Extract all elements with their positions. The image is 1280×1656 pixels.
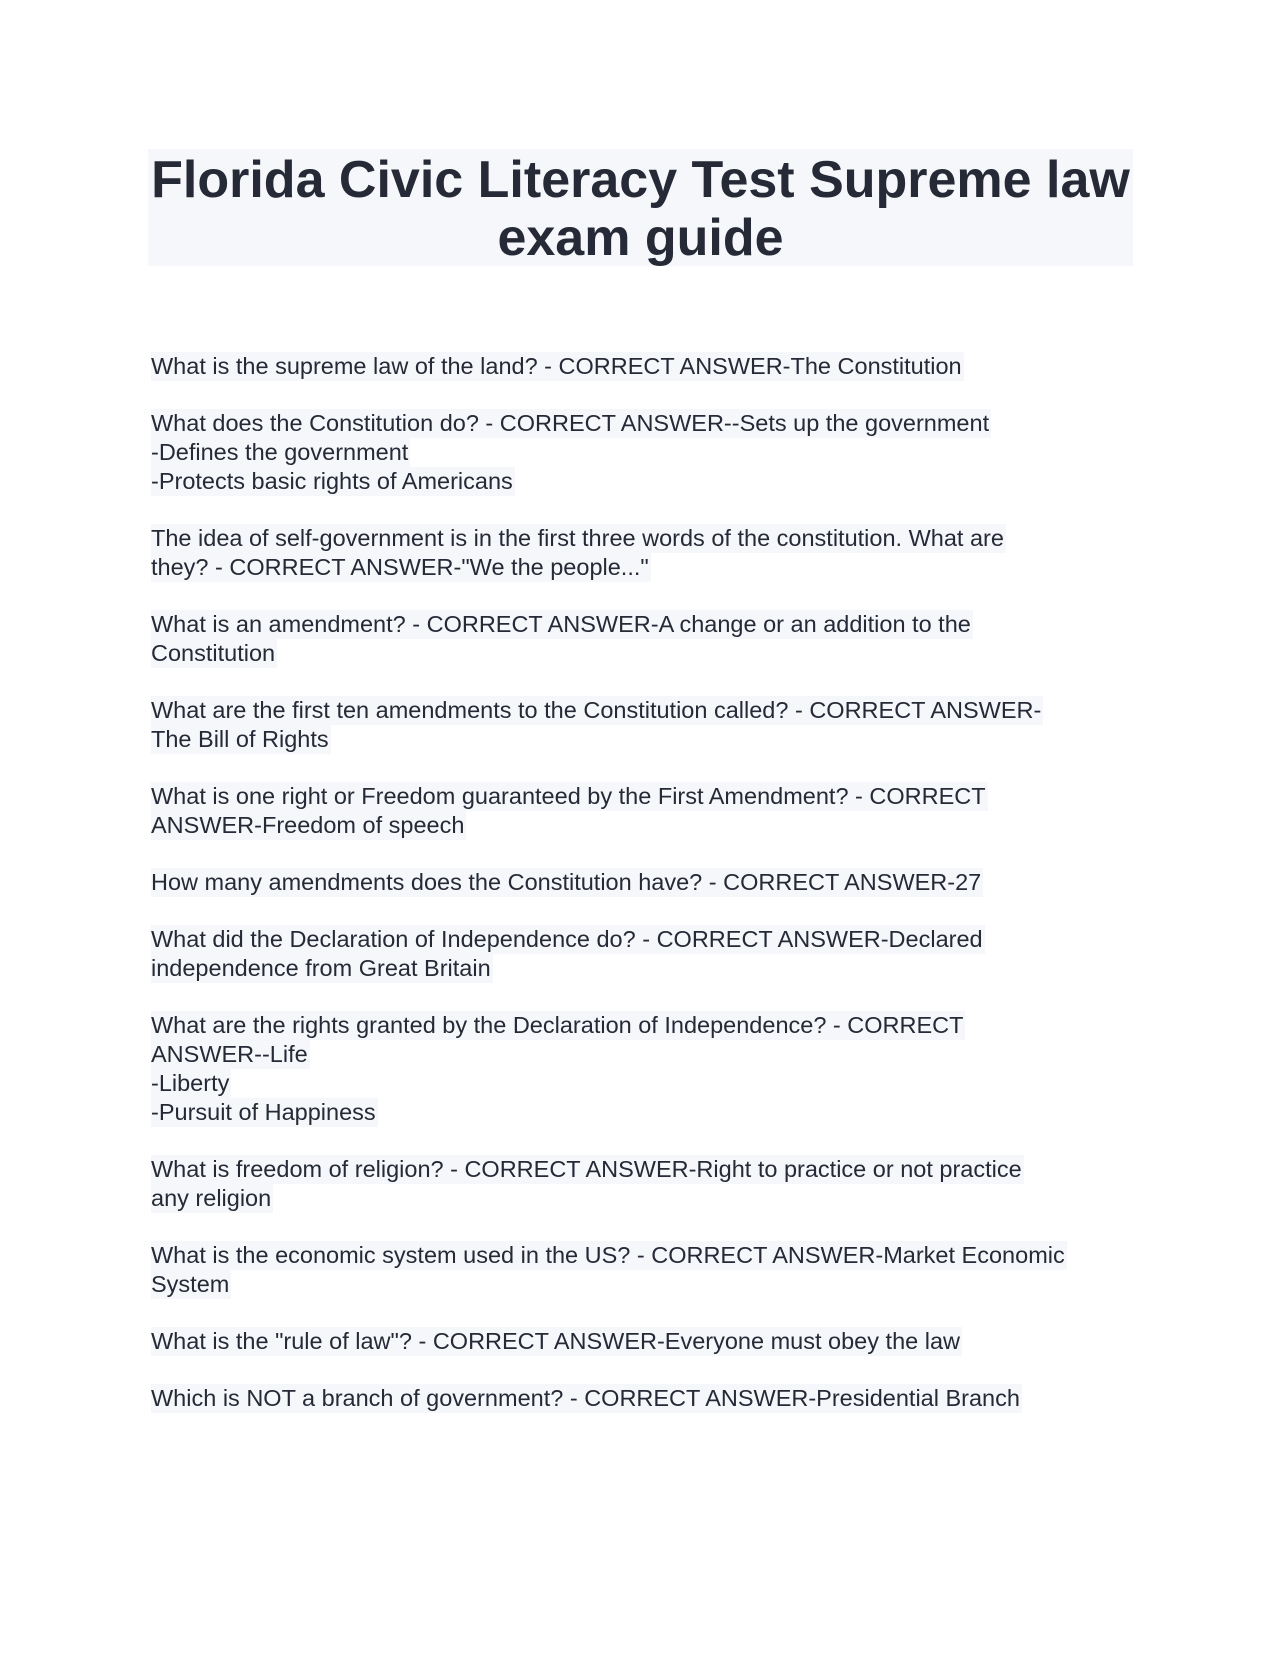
qa-item xyxy=(151,610,1141,668)
qa-question-line: What is the economic system used in the US? - CORRECT ANSWER-Market Economic xyxy=(151,1242,1065,1268)
qa-item xyxy=(151,1327,1141,1356)
qa-continuation-line: any religion xyxy=(151,1185,272,1211)
title-banner xyxy=(148,149,1133,266)
qa-continuation-line: they? - CORRECT ANSWER-"We the people..." xyxy=(151,554,649,580)
qa-item xyxy=(151,1384,1141,1413)
qa-item xyxy=(151,925,1141,983)
qa-question-line: The idea of self-government is in the first three words of the constitution. What are xyxy=(151,525,1004,551)
qa-continuation-line: Constitution xyxy=(151,640,276,666)
qa-continuation-line: ANSWER-Freedom of speech xyxy=(151,812,465,838)
title-line-1: Florida Civic Literacy Test Supreme law xyxy=(151,151,1130,209)
qa-list xyxy=(151,352,1141,1441)
qa-continuation-line: The Bill of Rights xyxy=(151,726,329,752)
qa-continuation-line: ANSWER--Life xyxy=(151,1041,308,1067)
qa-item xyxy=(151,696,1141,754)
qa-question-line: What did the Declaration of Independence do? - CORRECT ANSWER-Declared xyxy=(151,926,983,952)
qa-question-line: What is an amendment? - CORRECT ANSWER-A change or an addition to the xyxy=(151,611,971,637)
qa-item xyxy=(151,868,1141,897)
qa-item xyxy=(151,409,1141,496)
qa-question-line: What is one right or Freedom guaranteed by the First Amendment? - CORRECT xyxy=(151,783,986,809)
qa-question-line: What is the supreme law of the land? - CORRECT ANSWER-The Constitution xyxy=(151,353,962,379)
qa-continuation-line: -Protects basic rights of Americans xyxy=(151,468,513,494)
qa-item xyxy=(151,782,1141,840)
qa-question-line: What is freedom of religion? - CORRECT ANSWER-Right to practice or not practice xyxy=(151,1156,1022,1182)
qa-item xyxy=(151,524,1141,582)
qa-question-line: What are the first ten amendments to the Constitution called? - CORRECT ANSWER- xyxy=(151,697,1042,723)
qa-continuation-line: System xyxy=(151,1271,230,1297)
qa-question-line: What is the "rule of law"? - CORRECT ANSWER-Everyone must obey the law xyxy=(151,1328,960,1354)
qa-item xyxy=(151,1011,1141,1127)
qa-question-line: What are the rights granted by the Declaration of Independence? - CORRECT xyxy=(151,1012,964,1038)
qa-continuation-line: -Pursuit of Happiness xyxy=(151,1099,376,1125)
title-line-2: exam guide xyxy=(497,209,784,267)
qa-continuation-line: -Liberty xyxy=(151,1070,230,1096)
qa-continuation-line: -Defines the government xyxy=(151,439,409,465)
page-title xyxy=(148,149,1133,267)
qa-item xyxy=(151,352,1141,381)
qa-item xyxy=(151,1155,1141,1213)
qa-question-line: What does the Constitution do? - CORRECT ANSWER--Sets up the government xyxy=(151,410,990,436)
qa-item xyxy=(151,1241,1141,1299)
qa-question-line: How many amendments does the Constitution have? - CORRECT ANSWER-27 xyxy=(151,869,982,895)
qa-continuation-line: independence from Great Britain xyxy=(151,955,491,981)
qa-question-line: Which is NOT a branch of government? - CORRECT ANSWER-Presidential Branch xyxy=(151,1385,1020,1411)
